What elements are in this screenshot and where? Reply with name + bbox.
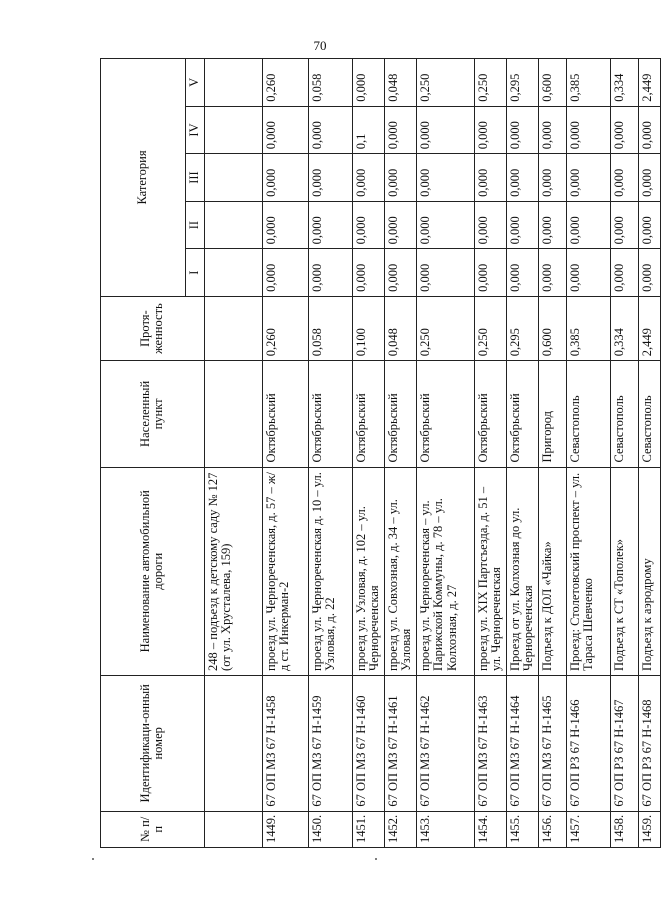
header-cat-5: V	[186, 59, 205, 107]
cell-cat-5: 0,250	[474, 59, 506, 107]
cell-no: 1456.	[538, 811, 566, 847]
cell-length: 0,250	[416, 296, 474, 360]
cell-cat-2: 0,000	[384, 201, 416, 249]
cell-cat-2	[204, 201, 262, 249]
cell-name: проезд ул. Чернореченская, д. 57 – ж/д ст. Инкерман-2	[262, 467, 308, 675]
cell-cat-3: 0,000	[566, 154, 610, 202]
scan-speck	[92, 858, 94, 860]
cell-cat-1: 0,000	[352, 249, 384, 297]
cell-name: проезд ул. Совхозная, д. 34 – ул. Узловая	[384, 467, 416, 675]
header-category: Категория	[101, 59, 186, 297]
table-row	[610, 59, 638, 848]
cell-cat-5: 0,250	[416, 59, 474, 107]
table-row	[638, 59, 660, 848]
cell-id: 67 ОП РЗ 67 Н-1468	[638, 675, 660, 811]
cell-locality: Октябрьский	[474, 361, 506, 467]
cell-no: 1455.	[506, 811, 538, 847]
cell-cat-4	[204, 106, 262, 154]
cell-name: Подъезд к аэродрому	[638, 467, 660, 675]
cell-cat-3: 0,000	[638, 154, 660, 202]
cell-cat-4: 0,000	[538, 106, 566, 154]
cell-id: 67 ОП МЗ 67 Н-1458	[262, 675, 308, 811]
cell-cat-2: 0,000	[416, 201, 474, 249]
cell-cat-1: 0,000	[610, 249, 638, 297]
cell-locality: Октябрьский	[384, 361, 416, 467]
cell-id: 67 ОП МЗ 67 Н-1460	[352, 675, 384, 811]
cell-name: проезд ул. Чернореченская д. 10 – ул. Узловая, д. 22	[308, 467, 352, 675]
cell-cat-5: 0,000	[352, 59, 384, 107]
cell-cat-3: 0,000	[262, 154, 308, 202]
cell-id: 67 ОП МЗ 67 Н-1463	[474, 675, 506, 811]
scan-speck	[375, 858, 377, 860]
cell-locality: Октябрьский	[352, 361, 384, 467]
cell-cat-1: 0,000	[308, 249, 352, 297]
cell-length: 0,048	[384, 296, 416, 360]
cell-cat-2: 0,000	[538, 201, 566, 249]
cell-cat-3: 0,000	[610, 154, 638, 202]
cell-locality: Пригород	[538, 361, 566, 467]
cell-cat-4: 0,000	[416, 106, 474, 154]
cell-cat-1: 0,000	[384, 249, 416, 297]
cell-id: 67 ОП РЗ 67 Н-1467	[610, 675, 638, 811]
cell-locality: Октябрьский	[416, 361, 474, 467]
cell-id: 67 ОП МЗ 67 Н-1462	[416, 675, 474, 811]
cell-cat-3: 0,000	[538, 154, 566, 202]
rotated-table-container	[100, 58, 654, 848]
cell-cat-1: 0,000	[566, 249, 610, 297]
cell-no	[204, 811, 262, 847]
cell-name: 248 – подъезд к детскому саду № 127 (от ул. Хрусталева, 159)	[204, 467, 262, 675]
cell-cat-5: 0,334	[610, 59, 638, 107]
cell-name: проезд ул. Чернореченская – ул. Парижской Коммуны, д. 78 – ул. Колхозная, д. 27	[416, 467, 474, 675]
cell-cat-2: 0,000	[506, 201, 538, 249]
cell-cat-1: 0,000	[506, 249, 538, 297]
cell-locality: Севастополь	[610, 361, 638, 467]
table-row	[538, 59, 566, 848]
table-row	[384, 59, 416, 848]
cell-cat-2: 0,000	[352, 201, 384, 249]
cell-length: 0,100	[352, 296, 384, 360]
cell-cat-3: 0,000	[352, 154, 384, 202]
header-cat-1: I	[186, 249, 205, 297]
cell-cat-5: 0,058	[308, 59, 352, 107]
table-row	[474, 59, 506, 848]
cell-name: проезд ул. Узловая, д. 102 – ул. Чернореченская	[352, 467, 384, 675]
cell-cat-2: 0,000	[262, 201, 308, 249]
cell-length: 0,260	[262, 296, 308, 360]
cell-length: 2,449	[638, 296, 660, 360]
cell-cat-3: 0,000	[506, 154, 538, 202]
cell-cat-2: 0,000	[610, 201, 638, 249]
cell-cat-4: 0,1	[352, 106, 384, 154]
cell-length	[204, 296, 262, 360]
header-locality: Населенный пункт	[101, 361, 205, 467]
cell-cat-5: 0,048	[384, 59, 416, 107]
cell-cat-5	[204, 59, 262, 107]
cell-cat-1: 0,000	[262, 249, 308, 297]
cell-no: 1450.	[308, 811, 352, 847]
cell-cat-2: 0,000	[308, 201, 352, 249]
cell-no: 1452.	[384, 811, 416, 847]
header-length: Протя-женность	[101, 296, 205, 360]
table-row	[308, 59, 352, 848]
cell-cat-2: 0,000	[566, 201, 610, 249]
cell-name: Подъезд к СТ «Тополек»	[610, 467, 638, 675]
cell-cat-3: 0,000	[416, 154, 474, 202]
cell-length: 0,600	[538, 296, 566, 360]
cell-cat-3: 0,000	[474, 154, 506, 202]
cell-no: 1453.	[416, 811, 474, 847]
cell-no: 1459.	[638, 811, 660, 847]
cell-length: 0,250	[474, 296, 506, 360]
table-row	[506, 59, 538, 848]
cell-cat-4: 0,000	[262, 106, 308, 154]
cell-length: 0,058	[308, 296, 352, 360]
header-cat-2: II	[186, 201, 205, 249]
cell-locality: Октябрьский	[308, 361, 352, 467]
cell-name: проезд ул. XIX Партсъезда, д. 51 – ул. Чернореченская	[474, 467, 506, 675]
cell-cat-5: 0,600	[538, 59, 566, 107]
cell-length: 0,385	[566, 296, 610, 360]
cell-locality: Октябрьский	[262, 361, 308, 467]
cell-cat-5: 2,449	[638, 59, 660, 107]
cell-id: 67 ОП МЗ 67 Н-1465	[538, 675, 566, 811]
cell-id: 67 ОП РЗ 67 Н-1466	[566, 675, 610, 811]
cell-id	[204, 675, 262, 811]
cell-no: 1449.	[262, 811, 308, 847]
table-row	[416, 59, 474, 848]
cell-cat-1: 0,000	[538, 249, 566, 297]
cell-cat-1: 0,000	[638, 249, 660, 297]
header-id: Идентификаци-онный номер	[101, 675, 205, 811]
cell-locality: Севастополь	[638, 361, 660, 467]
cell-cat-5: 0,260	[262, 59, 308, 107]
cell-cat-5: 0,385	[566, 59, 610, 107]
table-row	[566, 59, 610, 848]
cell-id: 67 ОП МЗ 67 Н-1461	[384, 675, 416, 811]
header-cat-3: III	[186, 154, 205, 202]
cell-no: 1451.	[352, 811, 384, 847]
cell-id: 67 ОП МЗ 67 Н-1459	[308, 675, 352, 811]
cell-no: 1457.	[566, 811, 610, 847]
header-no: № п/п	[101, 811, 205, 847]
cell-name: Проезд от ул. Колхозная до ул. Чернореченская	[506, 467, 538, 675]
table-row	[352, 59, 384, 848]
cell-locality: Октябрьский	[506, 361, 538, 467]
cell-locality	[204, 361, 262, 467]
header-cat-4: IV	[186, 106, 205, 154]
table-row	[262, 59, 308, 848]
cell-cat-4: 0,000	[474, 106, 506, 154]
table-row	[204, 59, 262, 848]
cell-cat-2: 0,000	[474, 201, 506, 249]
cell-cat-4: 0,000	[384, 106, 416, 154]
cell-cat-4: 0,000	[506, 106, 538, 154]
cell-name: Подъезд к ДОЛ «Чайка»	[538, 467, 566, 675]
page-number: 70	[313, 38, 327, 53]
cell-cat-4: 0,000	[638, 106, 660, 154]
cell-cat-1: 0,000	[474, 249, 506, 297]
cell-length: 0,295	[506, 296, 538, 360]
cell-cat-4: 0,000	[308, 106, 352, 154]
cell-cat-3: 0,000	[308, 154, 352, 202]
cell-no: 1454.	[474, 811, 506, 847]
cell-locality: Севастополь	[566, 361, 610, 467]
cell-id: 67 ОП МЗ 67 Н-1464	[506, 675, 538, 811]
cell-cat-4: 0,000	[610, 106, 638, 154]
cell-cat-2: 0,000	[638, 201, 660, 249]
cell-name: Проезд: Столетовский проспект – ул. Тараса Шевченко	[566, 467, 610, 675]
cell-cat-1: 0,000	[416, 249, 474, 297]
roads-table	[100, 58, 661, 848]
cell-length: 0,334	[610, 296, 638, 360]
cell-cat-3: 0,000	[384, 154, 416, 202]
cell-cat-5: 0,295	[506, 59, 538, 107]
cell-no: 1458.	[610, 811, 638, 847]
cell-cat-4: 0,000	[566, 106, 610, 154]
cell-cat-3	[204, 154, 262, 202]
header-name: Наименование автомобильной дороги	[101, 467, 205, 675]
cell-cat-1	[204, 249, 262, 297]
